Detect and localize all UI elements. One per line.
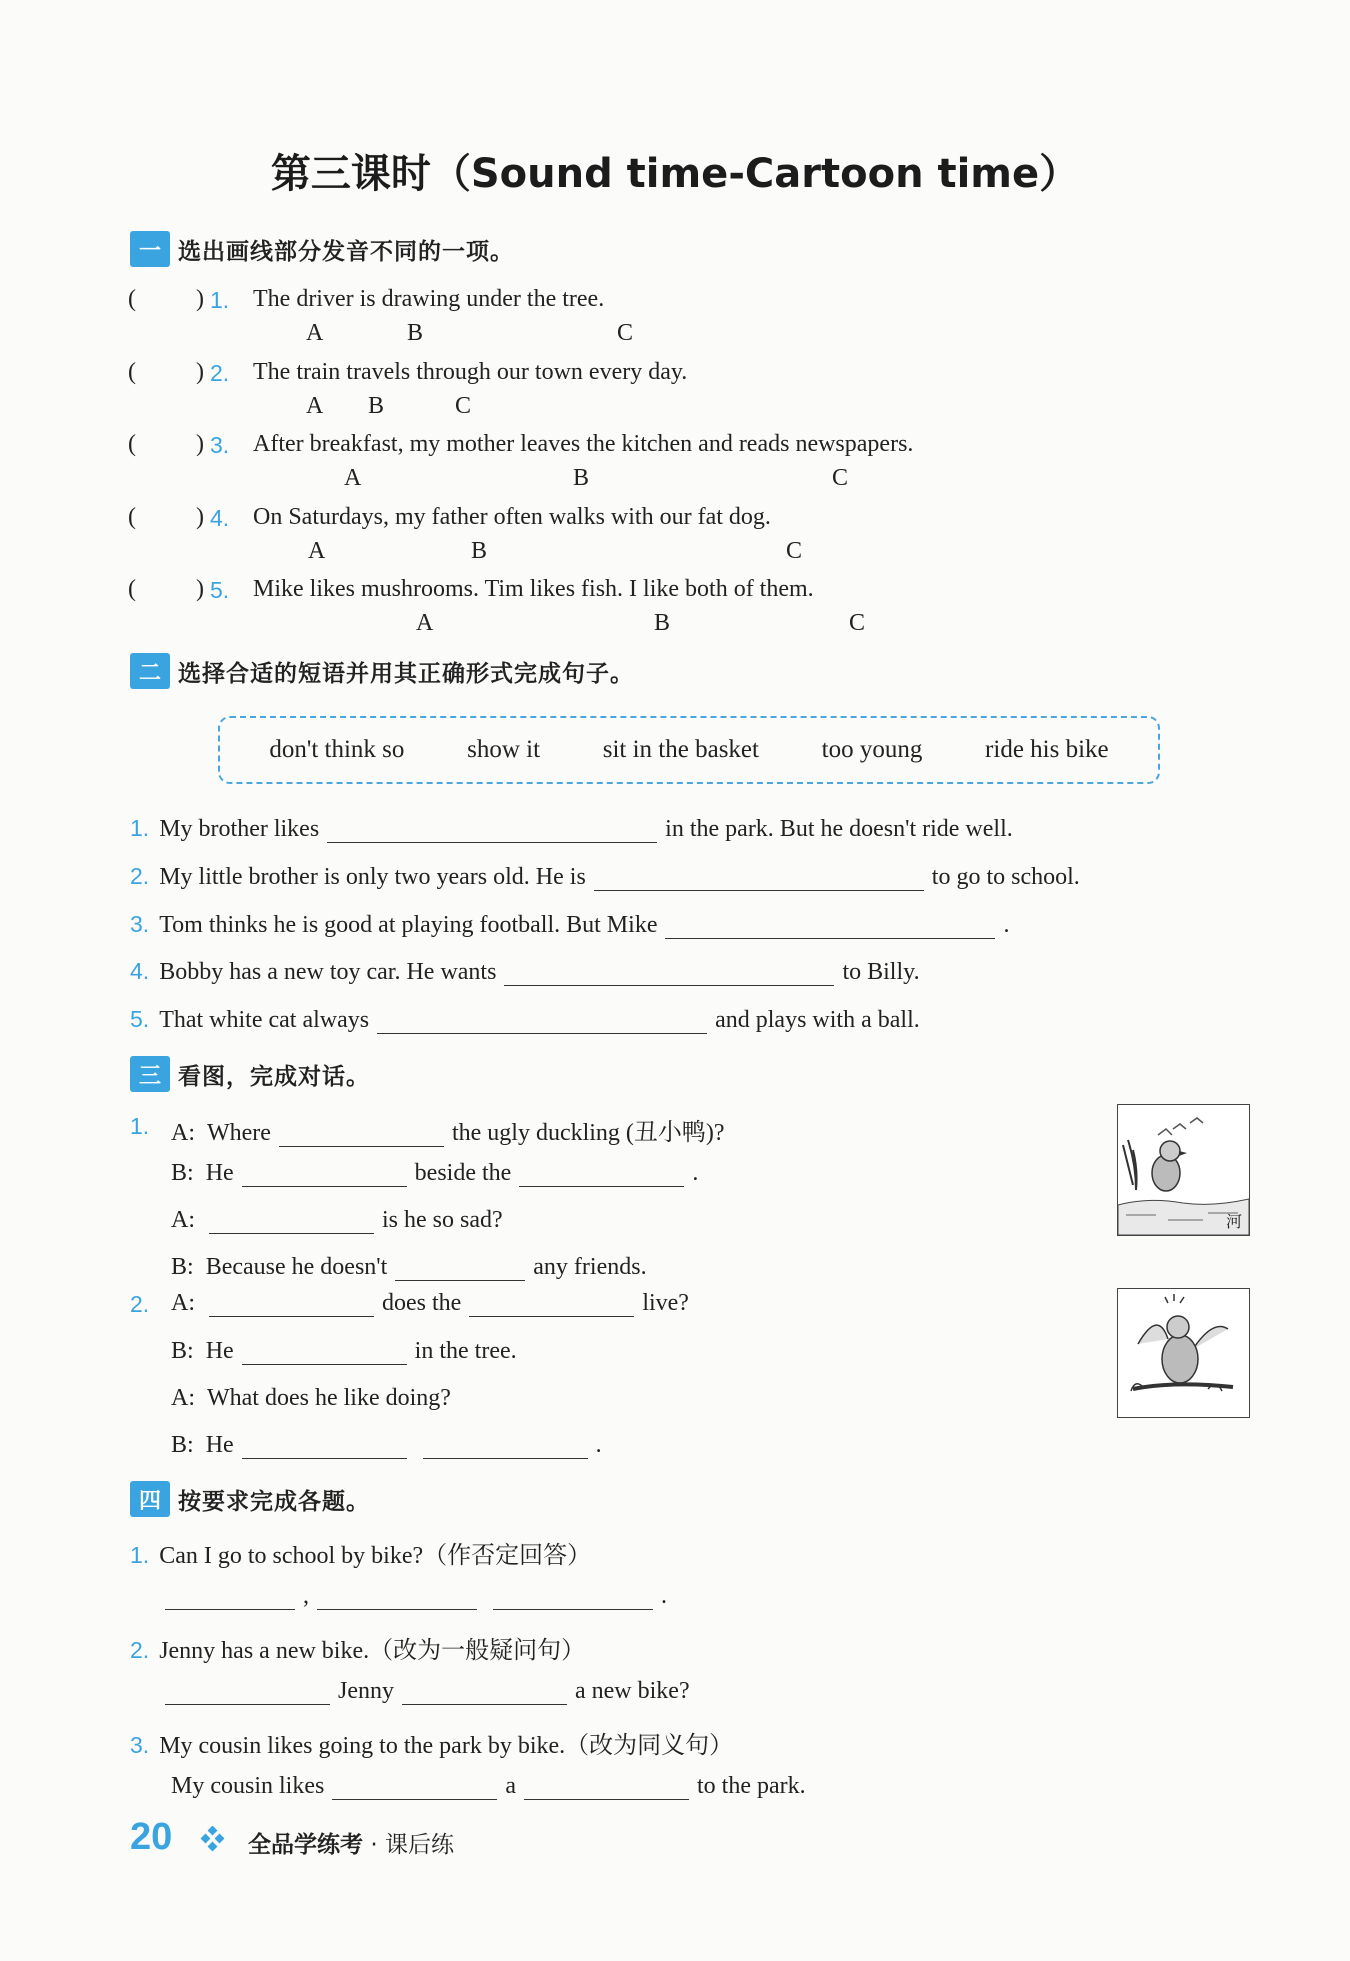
speaker-label: B: [171,1338,194,1364]
question-number: 3. [130,1732,150,1758]
dialogue-text: any friends. [533,1254,647,1280]
answer-paren-close: ) [196,359,204,385]
answer-blank[interactable] [423,1432,588,1459]
sentence-before: That white cat always [159,1007,370,1033]
answer-paren-open: ( [128,431,136,457]
answer-blank[interactable] [165,1583,295,1610]
answer-blank[interactable] [165,1678,330,1705]
fill-sentence-4 [130,958,920,986]
section-heading: 选择合适的短语并用其正确形式完成句子。 [178,660,634,687]
question-number: 3. [130,911,150,937]
answer-blank[interactable] [504,959,834,986]
section-badge: 一 [130,231,170,267]
phrase-item: don't think so [269,736,405,763]
fill-sentence-3 [130,911,1009,939]
answer-blank[interactable] [493,1583,653,1610]
brand-subtitle: 课后练 [384,1832,454,1858]
option-c: C [832,465,849,491]
answer-paren-open: ( [128,286,136,312]
answer-blank[interactable] [242,1432,407,1459]
question-number: 1. [130,815,150,841]
answer-paren-open: ( [128,576,136,602]
question-sentence: Mike likes mushrooms. Tim likes fish. I like both of them. [253,576,814,602]
punctuation: , [303,1583,309,1609]
answer-blank[interactable] [332,1773,497,1800]
bird-on-branch-icon [1118,1289,1249,1417]
answer-blank[interactable] [242,1160,407,1187]
task-text: Jenny [338,1678,394,1704]
section-heading: 按要求完成各题。 [178,1488,370,1515]
dialogue-text: He [205,1160,234,1186]
option-a: A [306,320,324,346]
answer-blank[interactable] [317,1583,477,1610]
question-number: 2. [210,360,230,386]
sentence-after: to go to school. [931,864,1080,890]
page-title: 第三课时（Sound time-Cartoon time） [270,151,1080,197]
section-badge: 三 [130,1056,170,1092]
section-4-header [130,1480,370,1518]
phrase-item: sit in the basket [602,736,759,763]
option-a: A [308,538,326,564]
answer-paren-close: ) [196,286,204,312]
answer-blank[interactable] [377,1007,707,1034]
dialogue-text: beside the [414,1160,512,1186]
answer-blank[interactable] [665,912,995,939]
dialogue-text: the ugly duckling (丑小鸭)? [451,1120,725,1146]
task-2-prompt [130,1630,585,1665]
task-text: to the park. [696,1773,806,1799]
phrase-item: ride his bike [985,736,1109,763]
speaker-label: A: [171,1385,195,1411]
answer-blank[interactable] [279,1120,444,1147]
section-badge: 二 [130,653,170,689]
punctuation: . [661,1583,667,1609]
sentence-before: Tom thinks he is good at playing football. But Mike [159,912,658,938]
dialogue-text: does the [382,1290,462,1316]
answer-blank[interactable] [594,864,924,891]
option-b: B [368,393,385,419]
option-b: B [654,610,671,636]
dialogue-2-line-2 [171,1338,517,1365]
speaker-label: B: [171,1160,194,1186]
section-1-header [130,230,514,268]
dialogue-text: He [205,1338,234,1364]
answer-blank[interactable] [209,1290,374,1317]
dialogue-2-line-1 [171,1290,689,1317]
section-3-header [130,1055,370,1093]
dialogue-number: 2. [130,1291,150,1317]
phrase-item: too young [821,736,923,763]
option-a: A [344,465,362,491]
dialogue-text: live? [642,1290,689,1316]
dialogue-2-line-3 [171,1385,451,1412]
question-number: 2. [130,1637,150,1663]
answer-blank[interactable] [524,1773,689,1800]
fill-sentence-5 [130,1006,920,1034]
option-c: C [786,538,803,564]
fill-sentence-1 [130,815,1013,843]
brand-name: 全品学练考 [248,1832,363,1858]
fill-sentence-2 [130,863,1080,891]
option-a: A [416,610,434,636]
section-badge: 四 [130,1481,170,1517]
task-3-prompt [130,1725,733,1760]
sentence-after: . [1003,912,1010,938]
task-1-answer [165,1583,667,1610]
question-number: 1. [210,287,230,313]
answer-blank[interactable] [469,1290,634,1317]
section-heading: 选出画线部分发音不同的一项。 [178,238,514,265]
task-text: Can I go to school by bike?（作否定回答） [159,1543,592,1569]
speaker-label: B: [171,1254,194,1280]
question-number: 4. [130,958,150,984]
question-number: 3. [210,432,230,458]
question-sentence: After breakfast, my mother leaves the kitchen and reads newspapers. [253,431,914,457]
phrase-bank [218,716,1160,784]
question-number: 2. [130,863,150,889]
task-text: Jenny has a new bike.（改为一般疑问句） [159,1638,586,1664]
answer-paren-open: ( [128,359,136,385]
answer-paren-close: ) [196,504,204,530]
question-number: 1. [130,1542,150,1568]
answer-blank[interactable] [519,1160,684,1187]
footer-brand [248,1826,454,1859]
bird-picture [1117,1288,1250,1418]
question-sentence: The driver is drawing under the tree. [253,286,605,312]
dialogue-1-line-2 [171,1160,698,1187]
answer-paren-close: ) [196,431,204,457]
dialogue-text: . [595,1432,602,1458]
dialogue-number: 1. [130,1113,150,1139]
task-text: a new bike? [575,1678,690,1704]
answer-blank[interactable] [209,1207,374,1234]
answer-blank[interactable] [242,1338,407,1365]
sentence-before: Bobby has a new toy car. He wants [159,959,497,985]
question-number: 5. [130,1006,150,1032]
option-c: C [849,610,866,636]
speaker-label: A: [171,1207,195,1233]
section-2-header [130,652,634,690]
question-sentence: The train travels through our town every day. [253,359,688,385]
answer-paren-open: ( [128,504,136,530]
page-number: 20 [130,1816,173,1858]
diamond-icon [200,1826,226,1852]
task-3-answer [171,1773,806,1800]
river-label: 河 [1226,1212,1243,1231]
dialogue-text: He [205,1432,234,1458]
answer-paren-close: ) [196,576,204,602]
task-1-prompt [130,1535,591,1570]
option-c: C [455,393,472,419]
answer-blank[interactable] [327,816,657,843]
option-b: B [407,320,424,346]
question-number: 4. [210,505,230,531]
question-number: 5. [210,577,230,603]
option-b: B [471,538,488,564]
ugly-duckling-picture [1117,1104,1250,1236]
dialogue-1-line-1 [171,1112,725,1147]
task-2-answer [165,1678,690,1705]
duckling-river-icon [1118,1105,1249,1235]
sentence-after: to Billy. [842,959,920,985]
question-sentence: On Saturdays, my father often walks with our fat dog. [253,504,771,530]
sentence-before: My little brother is only two years old. He is [159,864,586,890]
task-text: a [505,1773,516,1799]
dialogue-text: is he so sad? [382,1207,503,1233]
sentence-after: and plays with a ball. [715,1007,920,1033]
dialogue-text: . [692,1160,699,1186]
dialogue-text: Because he doesn't [205,1254,388,1280]
answer-blank[interactable] [395,1254,525,1281]
speaker-label: A: [171,1120,195,1146]
section-heading: 看图，完成对话。 [178,1063,370,1090]
option-b: B [573,465,590,491]
task-text: My cousin likes going to the park by bike.（改为同义句） [159,1733,734,1759]
separator: · [370,1832,378,1858]
option-c: C [617,320,634,346]
speaker-label: B: [171,1432,194,1458]
phrase-item: show it [467,736,541,763]
sentence-after: in the park. But he doesn't ride well. [665,816,1013,842]
dialogue-text: Where [207,1120,271,1146]
dialogue-1-line-4 [171,1254,647,1281]
speaker-label: A: [171,1290,195,1316]
sentence-before: My brother likes [159,816,320,842]
dialogue-2-line-4 [171,1432,602,1459]
dialogue-text: What does he like doing? [207,1385,451,1411]
dialogue-text: in the tree. [414,1338,517,1364]
answer-blank[interactable] [402,1678,567,1705]
dialogue-1-line-3 [171,1207,503,1234]
option-a: A [306,393,324,419]
task-text: My cousin likes [171,1773,325,1799]
